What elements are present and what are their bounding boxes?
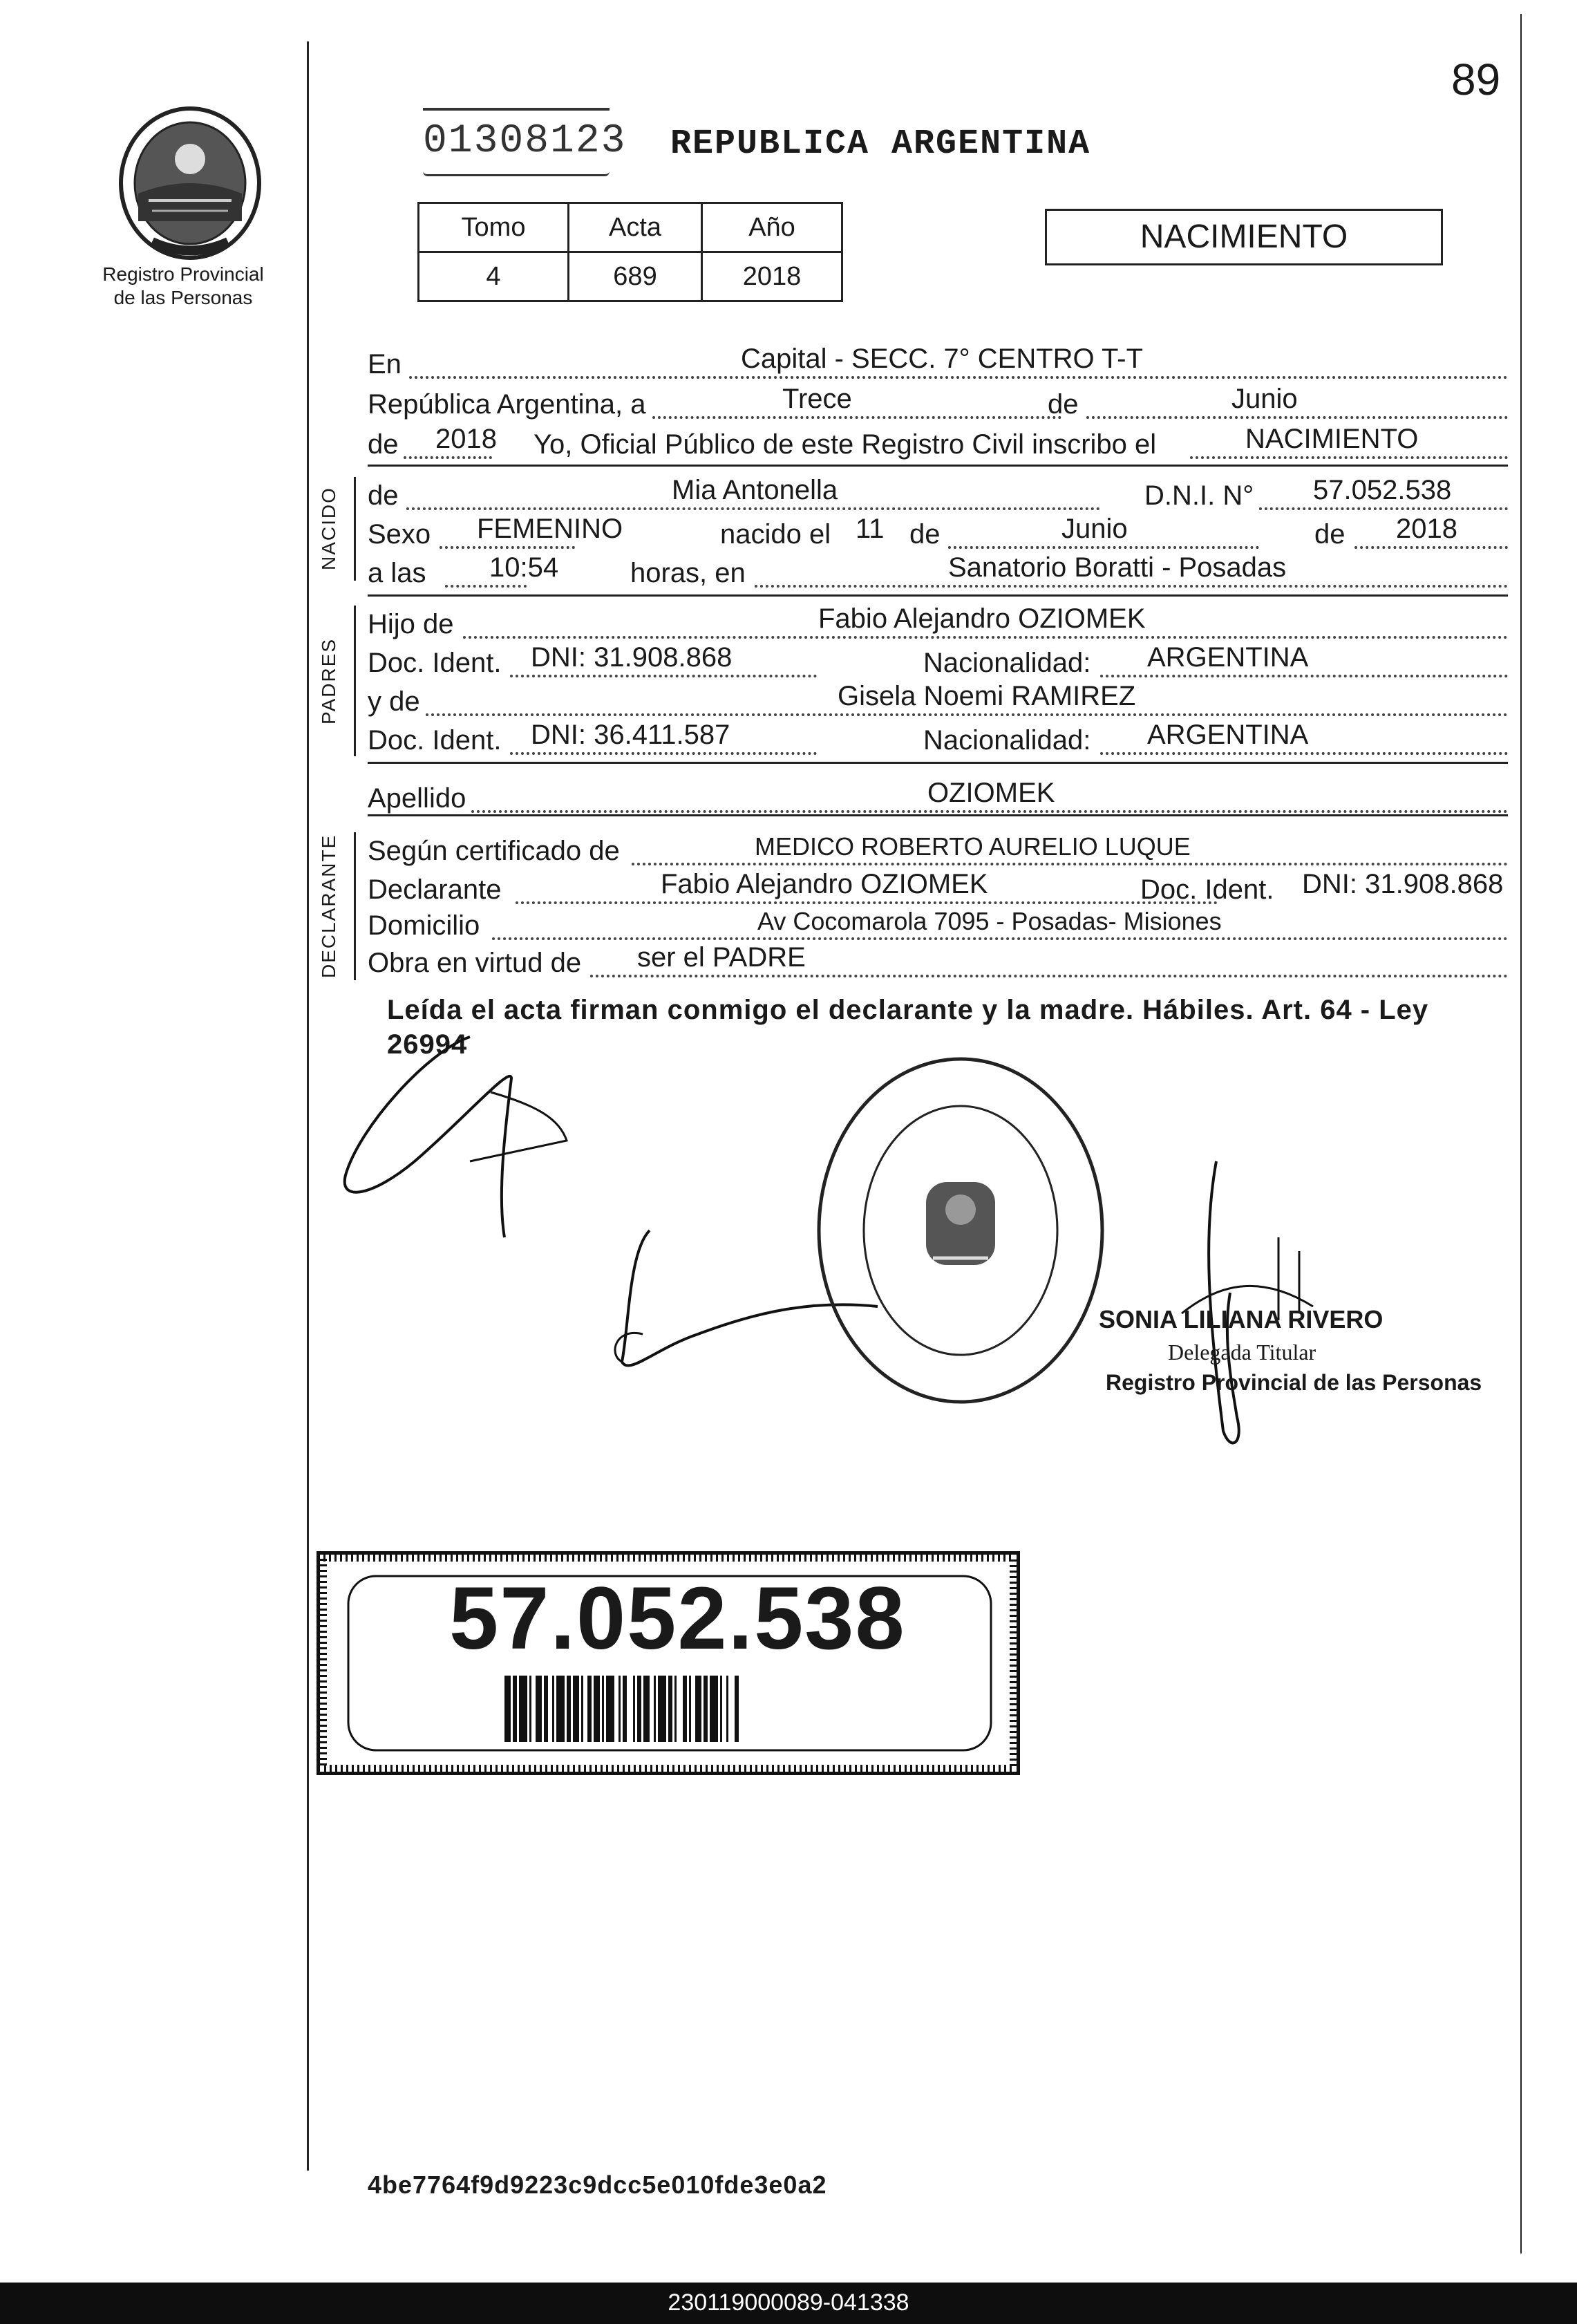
virtue-value: ser el PADRE <box>637 942 806 973</box>
left-margin-rule <box>307 41 309 2171</box>
act-type-box: NACIMIENTO <box>1045 209 1443 265</box>
registry-label <box>83 263 283 310</box>
place-value: Capital - SECC. 7° CENTRO T-T <box>741 344 1144 374</box>
dotted-line <box>492 937 1508 940</box>
declarant-signature <box>332 1023 594 1244</box>
dni-sticker-number: 57.052.538 <box>449 1569 906 1668</box>
section-bracket <box>354 477 356 581</box>
month-word-value: Junio <box>1231 384 1298 414</box>
row-year <box>368 424 1508 463</box>
row-father-doc <box>368 643 1508 682</box>
nacido-section-label: NACIDO <box>318 487 339 571</box>
record-table <box>417 202 843 302</box>
time-label: a las <box>368 558 426 588</box>
reading-line-2: 26994 <box>387 1029 468 1060</box>
row-place <box>368 344 1508 383</box>
republic-label: República Argentina, a <box>368 389 646 420</box>
dotted-line <box>404 456 492 459</box>
dni-label: D.N.I. N° <box>1144 480 1254 511</box>
section-bracket <box>354 832 356 980</box>
barcode-icon <box>504 1676 897 1742</box>
declarant-doc-value: DNI: 31.908.868 <box>1302 869 1504 899</box>
dotted-line <box>1354 546 1508 549</box>
row-time-place <box>368 553 1508 592</box>
birthplace-value: Sanatorio Boratti - Posadas <box>948 552 1287 583</box>
record-header-ano: Año <box>702 203 842 252</box>
serial-overline <box>423 108 610 111</box>
dotted-line <box>510 675 817 677</box>
serial-number: 01308123 <box>423 119 627 164</box>
dotted-line <box>1086 416 1508 419</box>
dotted-line <box>463 636 1508 639</box>
official-name: SONIA LILIANA RIVERO <box>1099 1305 1384 1333</box>
record-value-tomo: 4 <box>419 252 569 301</box>
address-label: Domicilio <box>368 910 480 941</box>
section-separator <box>368 762 1508 764</box>
row-child-name <box>368 476 1508 514</box>
father-nationality-value: ARGENTINA <box>1147 642 1309 673</box>
surname-label: Apellido <box>368 783 466 814</box>
section-bracket <box>354 606 356 756</box>
section-separator <box>368 814 1508 816</box>
doc-label: Doc. Ident. <box>368 648 502 678</box>
dotted-line <box>440 546 575 549</box>
mother-doc-value: DNI: 36.411.587 <box>531 720 730 750</box>
birth-year-value: 2018 <box>1396 514 1457 544</box>
dotted-line <box>755 585 1508 588</box>
doc-label: Doc. Ident. <box>1140 874 1274 905</box>
de-label: de <box>368 480 399 511</box>
registry-label-line2: de las Personas <box>113 287 253 308</box>
row-surname <box>368 778 1508 817</box>
hijo-label: Hijo de <box>368 609 454 639</box>
sex-label: Sexo <box>368 519 431 550</box>
address-value: Av Cocomarola 7095 - Posadas- Misiones <box>757 907 1222 935</box>
birth-day-value: 11 <box>856 514 885 544</box>
declarant-label: Declarante <box>368 874 502 905</box>
footer-code: 230119000089-041338 <box>668 2289 909 2316</box>
dotted-line <box>1190 456 1508 459</box>
right-margin-rule <box>1520 14 1522 2253</box>
record-value-ano: 2018 <box>702 252 842 301</box>
dotted-line <box>1259 507 1508 510</box>
dotted-line <box>409 376 1508 379</box>
nationality-label: Nacionalidad: <box>923 648 1091 678</box>
reading-line-1: Leída el acta firman conmigo el declarante y la madre. Hábiles. Art. 64 - Ley <box>387 995 1429 1025</box>
dotted-line <box>426 713 1508 716</box>
row-sex-birth <box>368 514 1508 553</box>
document-hash: 4be7764f9d9223c9dcc5e010fde3e0a2 <box>368 2171 827 2199</box>
child-name-value: Mia Antonella <box>672 475 838 505</box>
y-de-label: y de <box>368 686 420 717</box>
virtue-label: Obra en virtud de <box>368 948 582 978</box>
mother-nationality-value: ARGENTINA <box>1147 720 1309 750</box>
record-value-acta: 689 <box>569 252 702 301</box>
official-office: Registro Provincial de las Personas <box>1106 1370 1482 1395</box>
day-word-value: Trece <box>782 384 852 414</box>
declarante-section-label: DECLARANTE <box>318 834 339 979</box>
row-date <box>368 384 1508 423</box>
born-label: nacido el <box>720 519 831 550</box>
de-label: de <box>1048 389 1079 420</box>
dotted-line <box>406 507 1100 510</box>
row-father-name <box>368 604 1508 643</box>
de-label: de <box>909 519 941 550</box>
padres-section-label: PADRES <box>318 637 339 724</box>
dotted-line <box>948 546 1259 549</box>
row-certificate <box>368 831 1508 870</box>
serial-underline <box>423 171 610 176</box>
official-role: Delegada Titular <box>1168 1340 1316 1365</box>
surname-value: OZIOMEK <box>927 778 1055 808</box>
dotted-line <box>1100 752 1508 755</box>
mother-name-value: Gisela Noemi RAMIREZ <box>838 681 1136 711</box>
section-separator <box>368 594 1508 597</box>
doc-label: Doc. Ident. <box>368 725 502 756</box>
dotted-line <box>516 901 1218 904</box>
record-header-tomo: Tomo <box>419 203 569 252</box>
hours-label: horas, en <box>630 558 746 588</box>
declarant-name-value: Fabio Alejandro OZIOMEK <box>661 869 988 899</box>
sex-value: FEMENINO <box>477 514 623 544</box>
dotted-line <box>445 585 527 588</box>
official-seal-icon <box>809 1051 1113 1410</box>
year-prefix-label: de <box>368 429 399 460</box>
section-separator <box>368 465 1508 467</box>
certificate-value: MEDICO ROBERTO AURELIO LUQUE <box>755 832 1191 861</box>
child-dni-value: 57.052.538 <box>1313 475 1452 505</box>
statement-text: Yo, Oficial Público de este Registro Civil inscribo el <box>533 429 1157 460</box>
page-number: 89 <box>1451 55 1501 104</box>
certificate-label: Según certificado de <box>368 836 620 866</box>
act-word-value: NACIMIENTO <box>1245 424 1419 454</box>
birth-month-value: Junio <box>1061 514 1128 544</box>
father-name-value: Fabio Alejandro OZIOMEK <box>818 603 1146 634</box>
row-virtue <box>368 943 1508 982</box>
birth-time-value: 10:54 <box>489 552 559 583</box>
dotted-line <box>471 810 1508 813</box>
dotted-line <box>510 752 817 755</box>
en-label: En <box>368 349 402 379</box>
misiones-emblem-icon <box>111 104 270 263</box>
record-header-acta: Acta <box>569 203 702 252</box>
year-value: 2018 <box>435 424 497 454</box>
dotted-line <box>632 863 1508 865</box>
dotted-line <box>1100 675 1508 677</box>
de-label: de <box>1314 519 1345 550</box>
dotted-line <box>590 975 1508 977</box>
nationality-label: Nacionalidad: <box>923 725 1091 756</box>
row-declarant <box>368 870 1508 908</box>
registry-label-line1: Registro Provincial <box>102 263 264 285</box>
father-doc-value: DNI: 31.908.868 <box>531 642 733 673</box>
dotted-line <box>652 416 1061 419</box>
row-address <box>368 906 1508 944</box>
row-mother-doc <box>368 720 1508 759</box>
country-title: REPUBLICA ARGENTINA <box>670 124 1091 164</box>
row-mother-name <box>368 682 1508 720</box>
